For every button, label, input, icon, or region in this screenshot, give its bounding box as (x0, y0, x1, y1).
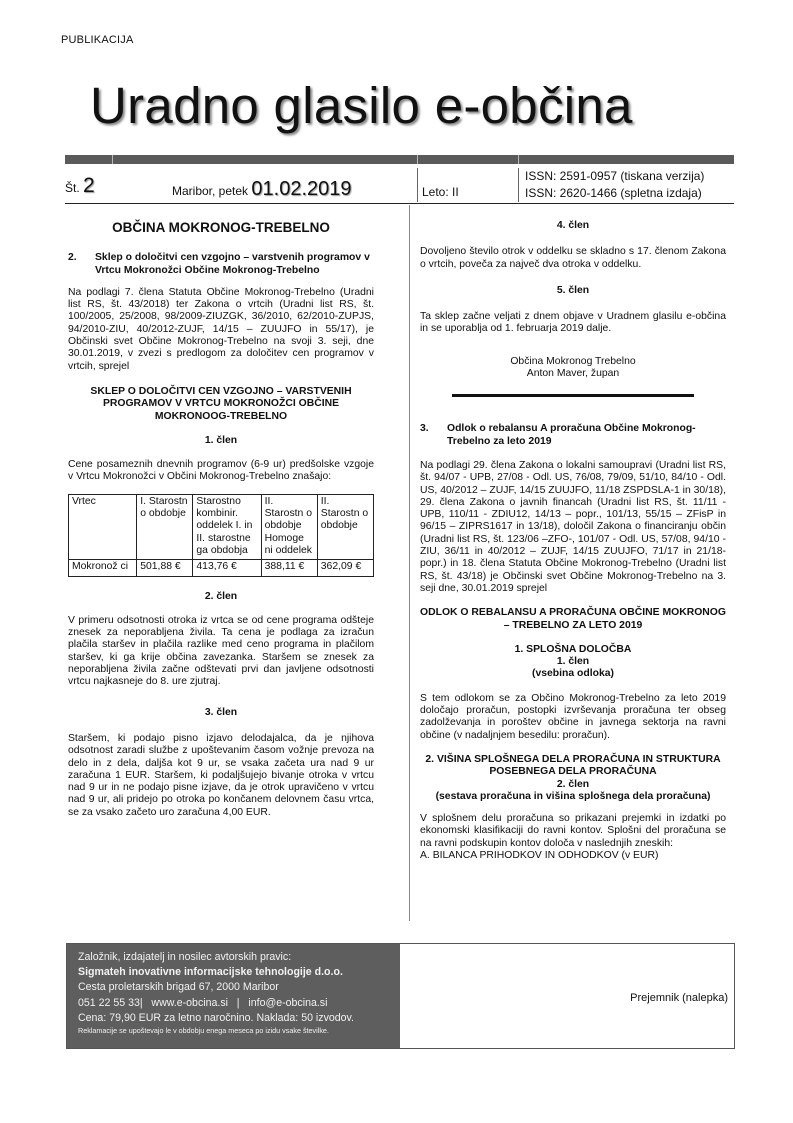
table-cell: Mokronož ci (69, 560, 137, 576)
publisher-company: Sigmateh inovativne informacijske tehnologije d.o.o. (78, 966, 343, 979)
clen-1-text: Cene posameznih dnevnih programov (6-9 ur) predšolske vzgoje v Vrtcu Mokronožci v Občini Mokronog-Trebelno znašajo: (68, 459, 374, 483)
right-column (420, 220, 726, 862)
row-divider (417, 168, 418, 202)
odlok-title: ODLOK O REBALANSU A PRORAČUNA OBČINE MOKRONOG – TREBELNO ZA LETO 2019 (420, 607, 726, 631)
section-1-text: S tem odlokom se za Občino Mokronog-Trebelno za leto 2019 določajo proračun, postopki izvrševanja proračuna ter obseg zadolževanja in poroštev občine in javnega sektorja na ravni občine (v nadaljnjem besedilu: proračun). (420, 692, 726, 741)
band-divider (417, 155, 418, 164)
clen-5-heading: 5. člen (556, 284, 590, 296)
section-1-title: 1. SPLOŠNA DOLOČBA (514, 643, 632, 655)
row-divider (518, 168, 519, 202)
header-rule (65, 203, 734, 204)
section-1-clen: 1. člen (556, 656, 590, 668)
section-divider (452, 394, 694, 397)
signature-org: Občina Mokronog Trebelno (510, 355, 636, 367)
recipient-label: Prejemnik (nalepka) (630, 992, 728, 1004)
table-cell: 501,88 € (137, 560, 193, 576)
table-row (69, 560, 374, 576)
recipient-box (400, 944, 734, 1048)
municipality-heading: OBČINA MOKRONOG-TREBELNO (112, 220, 330, 235)
issn-block (525, 168, 704, 202)
table-cell: 362,09 € (317, 560, 373, 576)
issue-info-row (65, 168, 734, 202)
sklep-title: SKLEP O DOLOČITVI CEN VZGOJNO – VARSTVENIH PROGRAMOV V VRTCU MOKRONOŽCI OBČINE MOKRONOOG-TREBELNO (90, 385, 352, 422)
issue-date: Maribor, petek 01.02.2019 (172, 178, 352, 200)
section-2-text: V splošnem delu proračuna so prikazani prejemki in izdatki po ekonomski klasifikaciji do ravni kontov. Splošni del proračuna se na ravni podskupin kontov določa v naslednjih zneskih: (420, 813, 726, 849)
table-cell: 413,76 € (193, 560, 261, 576)
publisher-label: Založnik, izdajatelj in nosilec avtorskih pravic: (78, 951, 292, 963)
signature-name: Anton Maver, župan (526, 368, 620, 380)
section-2-last-line: A. BILANCA PRIHODKOV IN ODHODKOV (v EUR) (420, 849, 659, 861)
table-header-cell: II. Starostn o obdobje (317, 494, 373, 559)
clen-4-heading: 4. člen (556, 220, 590, 231)
section-2-title: 2. VIŠINA SPLOŠNEGA DELA PRORAČUNA IN STRUKTURA POSEBNEGA DELA PRORAČUNA (425, 753, 721, 778)
issn-print: ISSN: 2591-0957 (tiskana verzija) (525, 169, 705, 183)
clen-2-text: V primeru odsotnosti otroka iz vrtca se od cene programa odšteje znesek za neporabljena živila. Ta cena je podlaga za izračun plačila staršev in plačila razlike med ceno programa in plačilom staršev, ki ga krije občina zavezanka. Staršem se znesek za neporabljena živila začne odštevati prvi dan javljene odsotnosti vrtcu najkasneje do 8. ure zjutraj. (68, 614, 374, 688)
table-header-cell: II. Starostn o obdobje Homoge ni oddelek (261, 494, 317, 559)
clen-5-text: Ta sklep začne veljati z dnem objave v Uradnem glasilu e-občina in se uporablja od 1. februarja 2019 dalje. (420, 311, 726, 335)
clen-4-text: Dovoljeno število otrok v oddelku se skladno s 17. členom Zakona o vrtcih, poveča za največ dva otroka v oddelku. (420, 246, 726, 270)
issue-number: Št. 2 (65, 174, 95, 197)
clen-3-heading: 3. člen (204, 706, 238, 718)
band-divider (112, 155, 113, 164)
column-divider (409, 205, 410, 921)
issn-web: ISSN: 2620-1466 (spletna izdaja) (525, 186, 702, 200)
left-column (68, 222, 374, 819)
section-1-subtitle: (vsebina odloka) (532, 668, 614, 680)
publisher-price: Cena: 79,90 EUR za letno naročnino. Naklada: 50 izvodov. (78, 1011, 354, 1024)
table-header-cell: Starostno kombinir. oddelek I. in II. starostne ga obdobja (193, 494, 261, 559)
publisher-contacts: 051 22 55 33| www.e-obcina.si | info@e-obcina.si (78, 996, 328, 1009)
clen-3-text: Staršem, ki podajo pisno izjavo delodajalca, da je njihova odsotnost zaradi službe z upoštevanim časom vožnje prevoza na delo in z dela, daljša kot 9 ur, se vsaka začeta ura nad 9 ur zaračuna 1 EUR. Staršem, ki podaljšujejo bivanje otroka v vrtcu nad 9 ur in ne podajo pisne izjave, da je otrok upravičeno v vrtcu nad 9 ur, ali pridejo po otroka po končanem delovnem času vrtca, se za vsako začeto uro zaračuna 4,00 EUR. (68, 732, 374, 818)
price-table (68, 494, 374, 577)
publisher-info (67, 944, 400, 1048)
item-3-intro: Na podlagi 29. člena Zakona o lokalni samoupravi (Uradni list RS, št. 94/07 - UPB, 27/08 - Odl. US, 76/08, 79/09, 51/10, 84/10 - Odl. US, 40/2012 – ZUJF, 14/15 ZUUJFO, 11/18 ZSPDSLA-1 in 30/18), 29. člena Zakona o javnih financah (Uradni list RS, št. 11/11 - UPB, 110/11 - ZDIU12, 14/13 – popr., 101/13, 55/15 – ZFisP in 96/15 – ZIPRS1617 in 13/18), določil Zakona o financiranju občin (Uradni list RS, št. 123/06 –ZFO-, 101/07 - Odl. US, 57/08, 94/10 - ZIU, 36/11 in 40/2012 – ZUJF, 14/15 ZUUJFO, 71/17 in 21/18-popr.) in 18. člena Statuta Občine Mokronog-Trebelno (Uradni list RS, št. 43/18) je Občinski svet Občine Mokronog-Trebelno na 3. seji dne, 30.01.2019 sprejel (420, 459, 726, 594)
masthead-title: Uradno glasilo e-občina (90, 77, 633, 134)
clen-2-heading: 2. člen (204, 590, 238, 602)
issue-year: Leto: II (422, 185, 459, 199)
table-header-row (69, 494, 374, 559)
publisher-address: Cesta proletarskih brigad 67, 2000 Maribor (78, 981, 279, 994)
table-cell: 388,11 € (261, 560, 317, 576)
publisher-note: Reklamacije se upoštevajo le v obdobju enega meseca po izidu vsake številke. (78, 1026, 329, 1036)
item-2-intro: Na podlagi 7. člena Statuta Občine Mokronog-Trebelno (Uradni list RS, št. 43/2018) ter Zakona o vrtcih (Uradni list RS, št. 100/2005, 25/2008, 98/2009-ZIUZGK, 36/2010, 62/2010-ZUPJS, 94/2010-ZIU, 40/2012-ZUJF, 14/15 – ZUUJFO in 55/17), je Občinski svet Občine Mokronog-Trebelno na svoji 3. seji, dne 30.01.2019, v zvezi s predlogom za določitev cen programov v vrtcih, sprejel (68, 286, 374, 372)
header-band (65, 155, 734, 164)
table-header-cell: I. Starostn o obdobje (137, 494, 193, 559)
section-2-clen: 2. člen (556, 778, 590, 790)
table-header-cell: Vrtec (69, 494, 137, 559)
clen-1-heading: 1. člen (204, 434, 238, 446)
item-3-heading: 3. Odlok o rebalansu A proračuna Občine Mokronog-Trebelno za leto 2019 (420, 423, 696, 447)
section-2-subtitle: (sestava proračuna in višina splošnega dela proračuna) (435, 790, 711, 802)
publisher-footer (66, 943, 735, 1049)
band-divider (518, 155, 519, 164)
item-2-heading: 2. Sklep o določitvi cen vzgojno – varstvenih programov v Vrtcu Mokronožci Občine Mokronog-Trebelno (68, 252, 370, 276)
publication-label: PUBLIKACIJA (61, 34, 134, 46)
